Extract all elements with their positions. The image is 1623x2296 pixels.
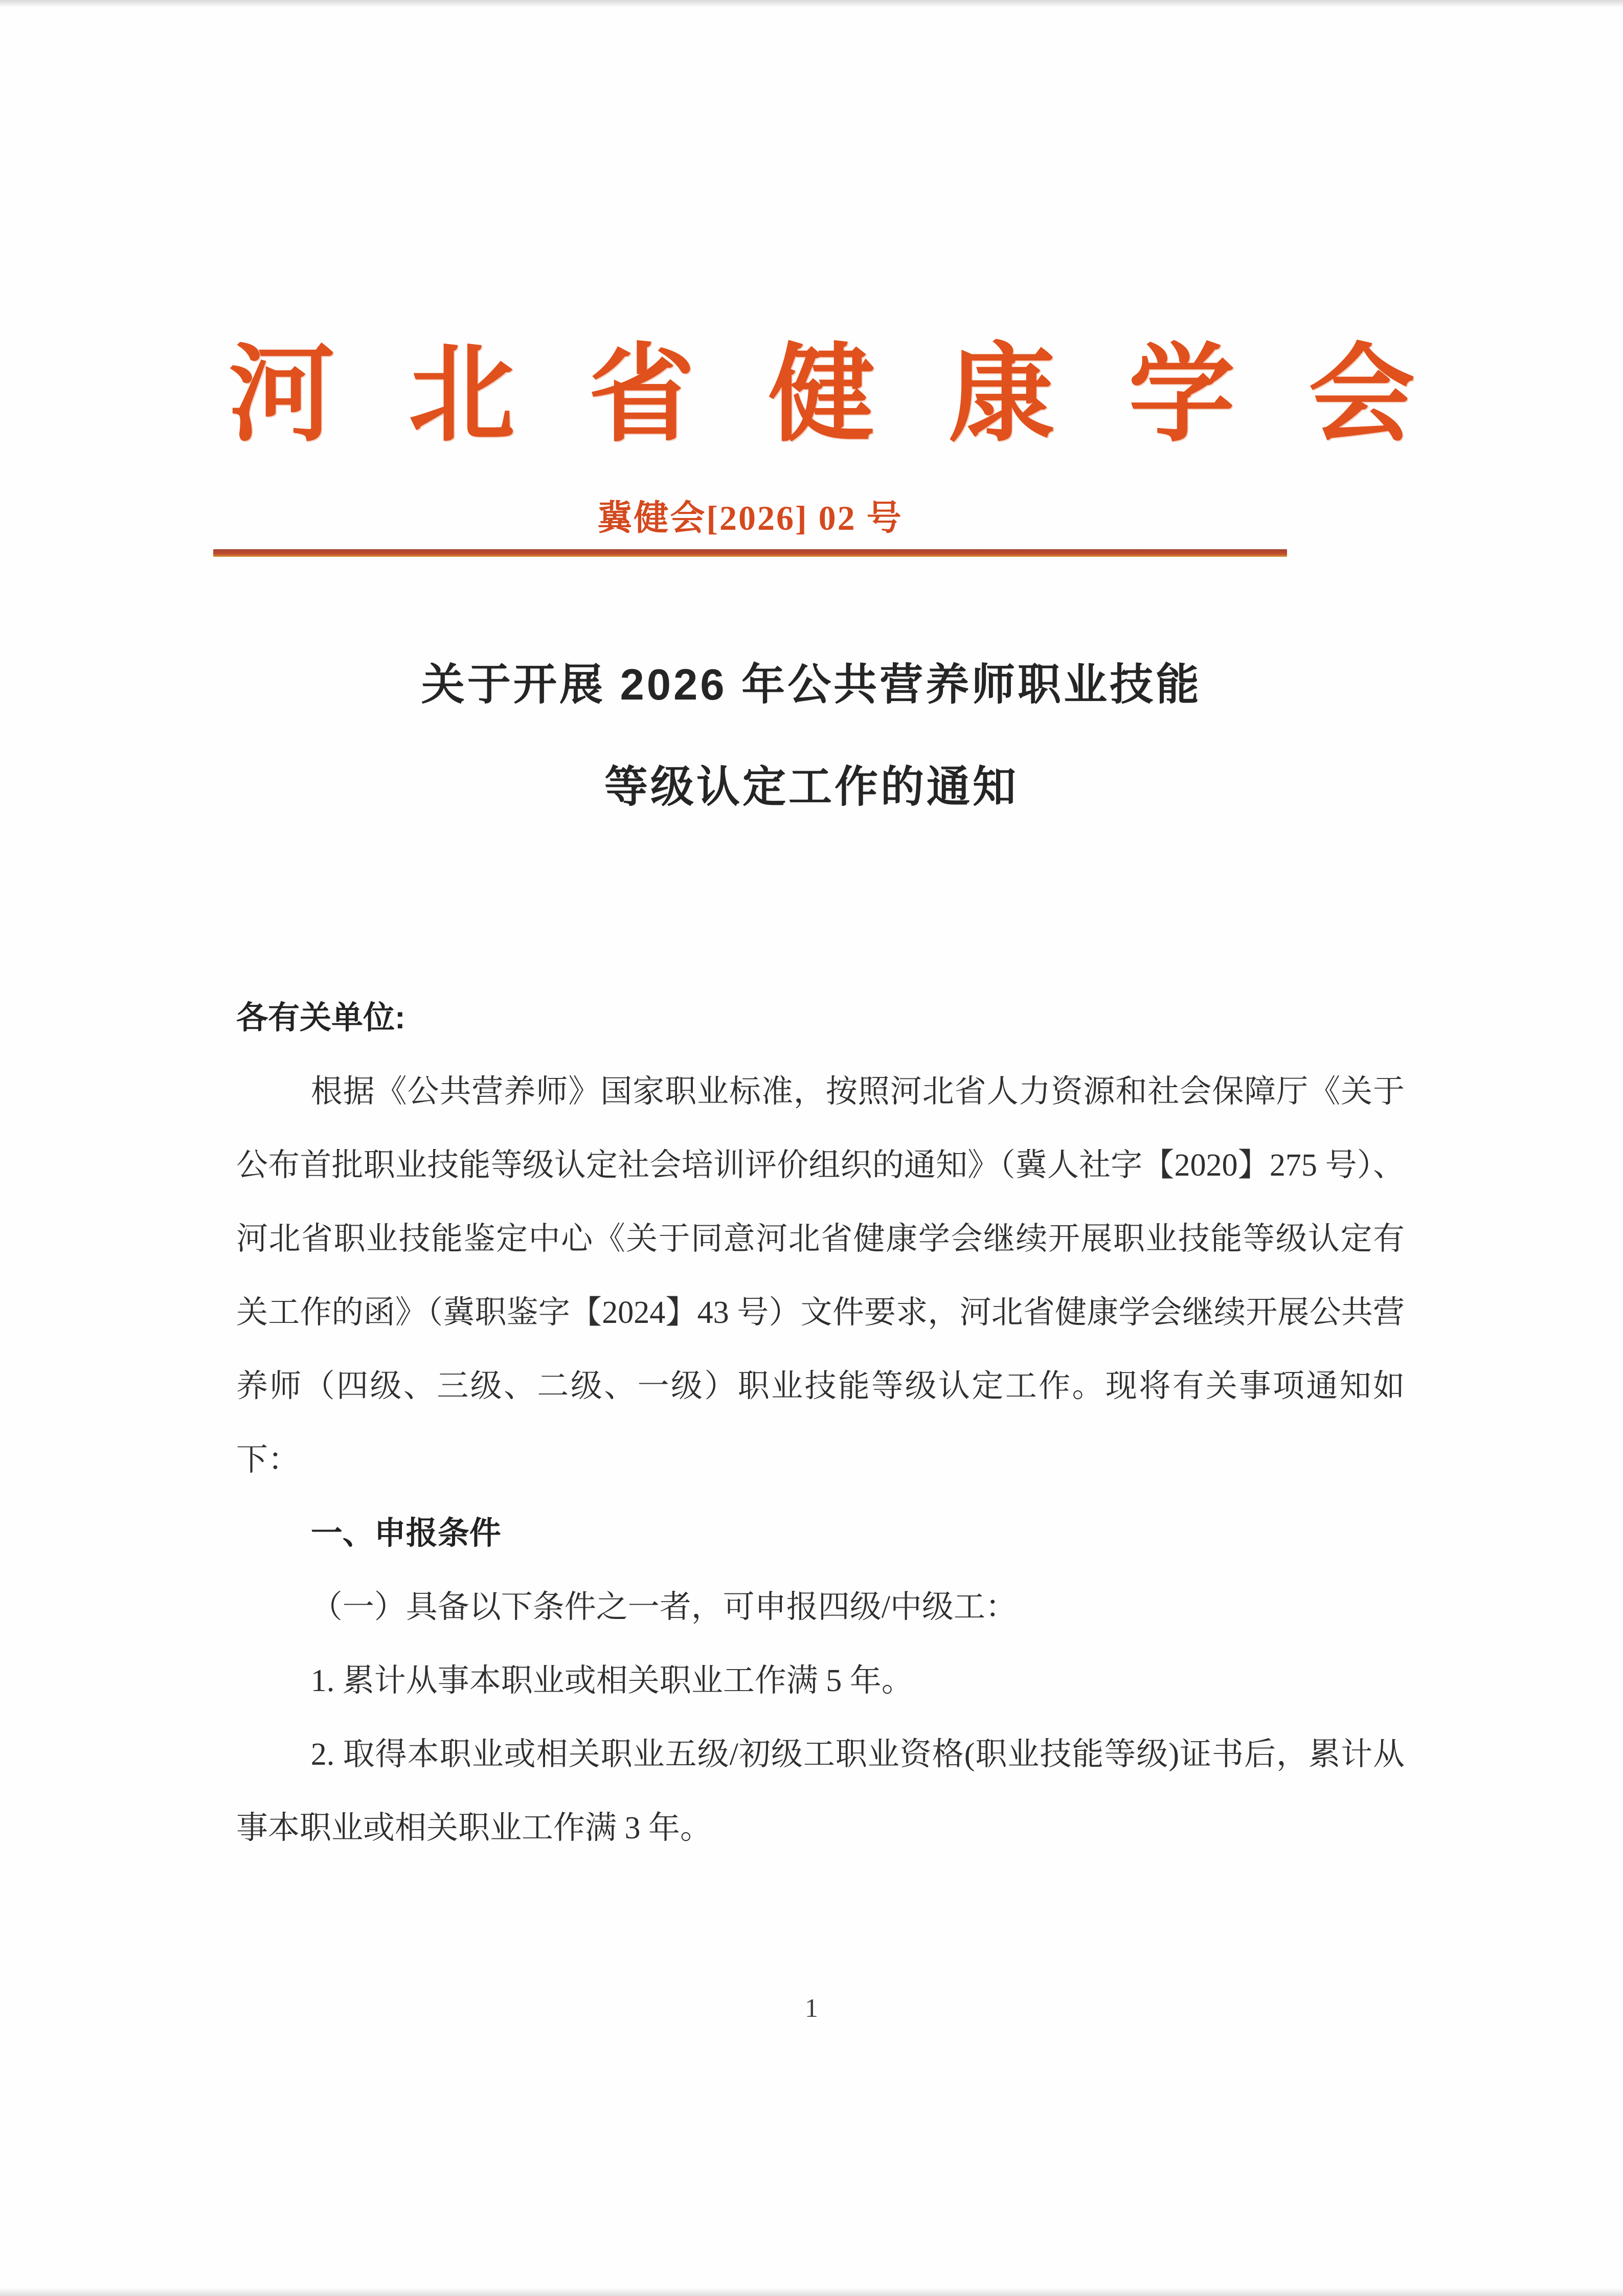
doc-number: 冀健会[2026] 02 号 — [597, 499, 903, 537]
condition-item-1: 1. 累计从事本职业或相关职业工作满 5 年。 — [310, 1663, 913, 1698]
clause-1-intro: （一）具备以下条件之一者，可申报四级/中级工： — [310, 1590, 1017, 1625]
letterhead-block — [213, 495, 1287, 557]
document-body — [236, 981, 1405, 1865]
scan-edge-top — [0, 0, 1623, 7]
letterhead-org-title: 河 北 省 健 康 学 会 — [229, 336, 1415, 454]
section-heading-1: 一、申报条件 — [310, 1516, 501, 1551]
intro-paragraph: 根据《公共营养师》国家职业标准，按照河北省人力资源和社会保障厅《关于公布首批职业技能等级认定社会培训评价组织的通知》（冀人社字【2020】275 号）、河北省职业技能鉴定中心《关于同意河北省健康学会继续开展职业技能等级认定有关工作的函》（冀职鉴字【2024】43 号）文件要求，河北省健康学会继续开展公共营养师（四级、三级、二级、一级）职业技能等级认定工作。现将有关事项通知如下： — [236, 1074, 1405, 1477]
condition-item-2: 2. 取得本职业或相关职业五级/初级工职业资格(职业技能等级)证书后，累计从事本职业或相关职业工作满 3 年。 — [236, 1737, 1405, 1845]
notice-title — [0, 660, 1623, 813]
letterhead-rule — [213, 549, 1287, 557]
scan-edge-bottom — [0, 2288, 1623, 2296]
notice-title-line2: 等级认定工作的通知 — [604, 763, 1019, 812]
page-number: 1 — [805, 1994, 818, 2023]
salutation: 各有关单位: — [236, 1000, 405, 1036]
notice-title-line1: 关于开展 2026 年公共营养师职业技能 — [421, 661, 1202, 709]
